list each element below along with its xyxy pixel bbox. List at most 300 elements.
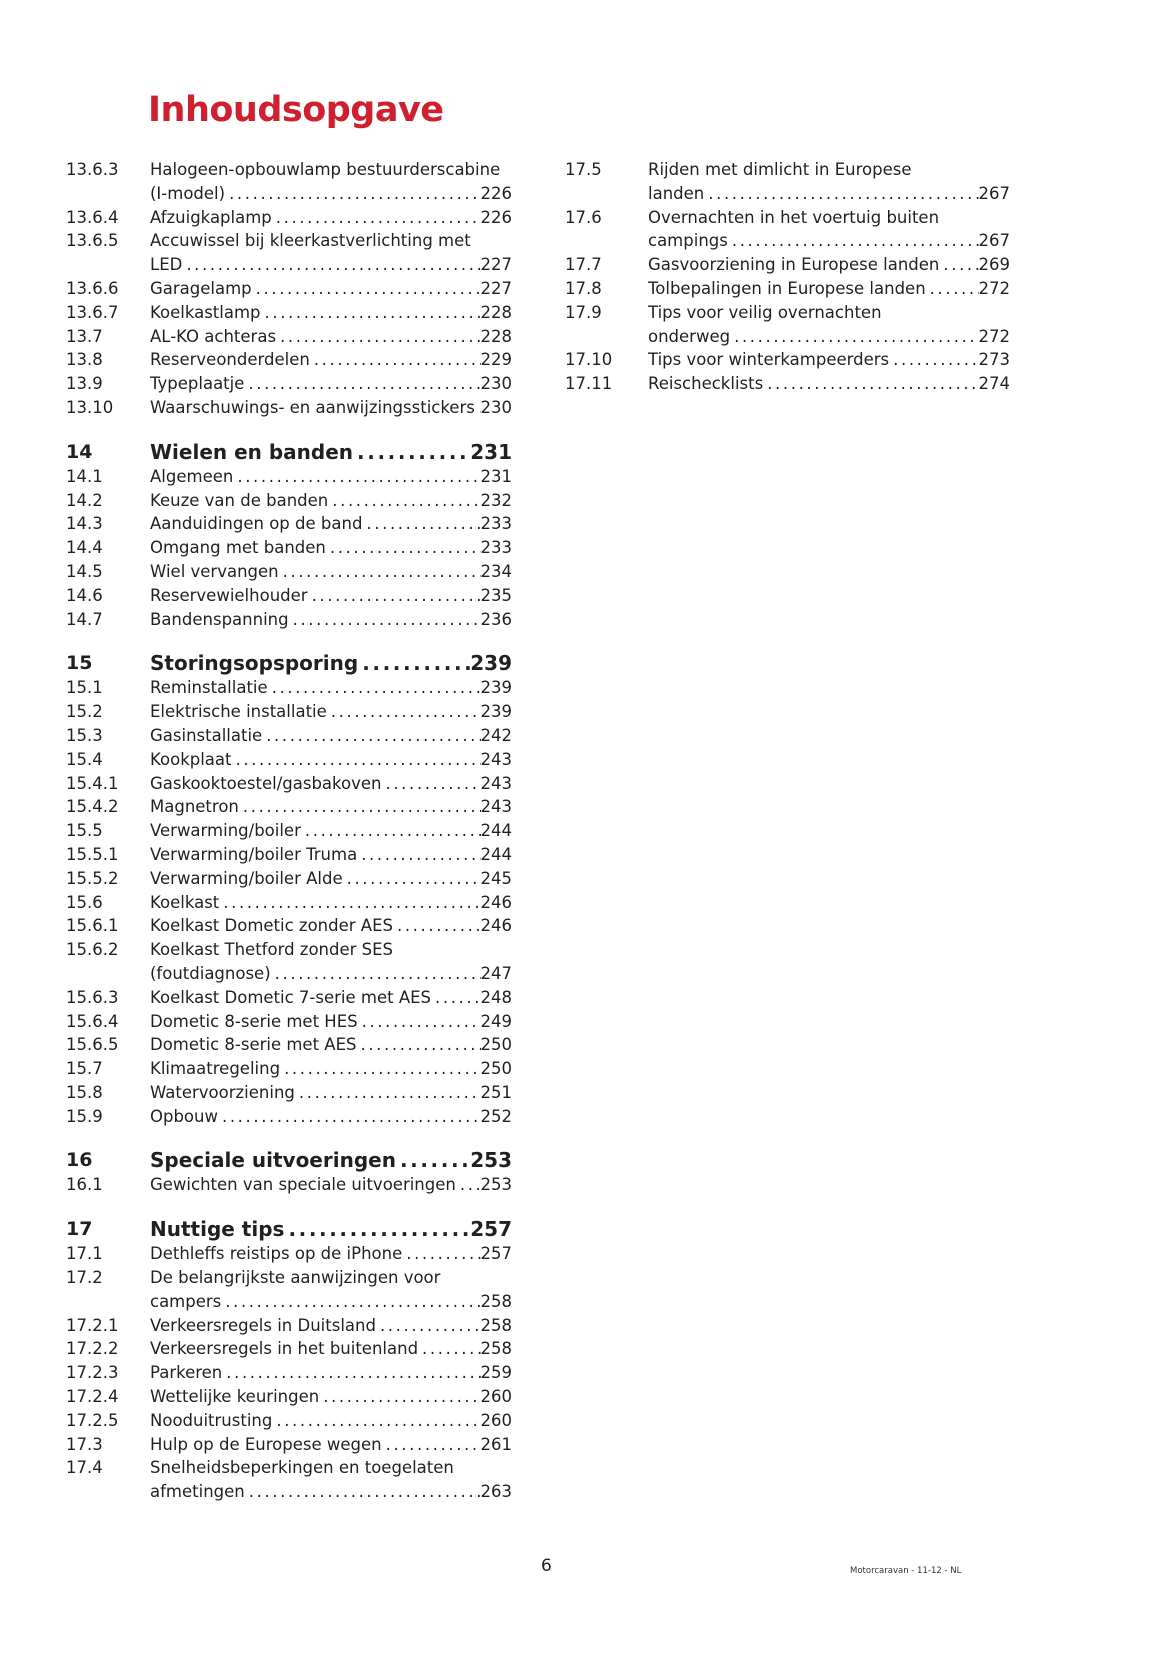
- toc-entry-page: 244: [480, 821, 512, 841]
- dot-leader: [319, 1385, 480, 1409]
- toc-entry[interactable]: [66, 1010, 512, 1034]
- toc-entry[interactable]: [66, 608, 512, 632]
- toc-entry-number: 15.6: [66, 892, 103, 912]
- toc-entry-page: 249: [480, 1011, 512, 1031]
- toc-entry-number: 15.4.1: [66, 773, 119, 793]
- toc-chapter-heading[interactable]: [66, 1216, 512, 1242]
- toc-entry[interactable]: [66, 512, 512, 536]
- toc-entry[interactable]: [66, 1433, 512, 1457]
- toc-entry-number: 15.9: [66, 1106, 103, 1126]
- dot-leader: [219, 891, 480, 915]
- toc-entry[interactable]: [66, 1057, 512, 1081]
- toc-entry-page: 230: [480, 397, 512, 417]
- toc-entry-number: 14.3: [66, 514, 103, 534]
- toc-entry-title: LED: [150, 255, 183, 275]
- dot-leader: [358, 1010, 481, 1034]
- dot-leader: [326, 536, 481, 560]
- toc-entry-title: Magnetron: [150, 797, 239, 817]
- dot-leader: [418, 1337, 480, 1361]
- toc-entry-title: Tips voor winterkampeerders: [648, 350, 890, 370]
- dot-leader: [889, 348, 978, 372]
- toc-entry[interactable]: [66, 1033, 512, 1057]
- toc-entry-page: 235: [480, 585, 512, 605]
- toc-entry-title: (foutdiagnose): [150, 963, 271, 983]
- dot-leader: [252, 277, 481, 301]
- toc-entry-title: Waarschuwings- en aanwijzingsstickers: [150, 397, 475, 417]
- dot-leader: [225, 182, 480, 206]
- toc-entry-title: Koelkastlamp: [150, 302, 261, 322]
- toc-entry-number: 15.2: [66, 702, 103, 722]
- toc-entry-page: 233: [480, 538, 512, 558]
- toc-entry[interactable]: [66, 843, 512, 867]
- toc-entry-page: 226: [480, 183, 512, 203]
- toc-entry-page: 239: [480, 702, 512, 722]
- toc-entry-number: 17.5: [565, 160, 602, 179]
- toc-entry-number: 13.10: [66, 397, 114, 417]
- toc-entry-page: 258: [480, 1291, 512, 1311]
- toc-entry[interactable]: [66, 1361, 512, 1385]
- toc-entry[interactable]: [66, 277, 512, 301]
- toc-entry-title: Wielen en banden: [150, 439, 354, 464]
- toc-entry[interactable]: [565, 348, 1010, 372]
- toc-entry-title: onderweg: [648, 326, 731, 346]
- toc-entry[interactable]: [565, 277, 1010, 301]
- toc-entry-page: 263: [480, 1482, 512, 1502]
- toc-entry-page: 257: [470, 1217, 512, 1242]
- toc-entry[interactable]: [66, 489, 512, 513]
- dot-leader: [244, 372, 480, 396]
- toc-entry[interactable]: [66, 1173, 512, 1197]
- toc-entry-number: 15.6.2: [66, 940, 119, 960]
- dot-leader: [358, 650, 470, 676]
- toc-entry-page: 239: [470, 651, 512, 676]
- toc-entry[interactable]: [66, 206, 512, 230]
- toc-entry[interactable]: [66, 962, 512, 986]
- dot-leader: [284, 1216, 470, 1242]
- dot-leader: [271, 962, 481, 986]
- toc-entry[interactable]: [66, 914, 512, 938]
- toc-entry-title: Koelkast: [150, 892, 220, 912]
- toc-entry-page: 260: [480, 1387, 512, 1407]
- toc-entry-title: Koelkast Dometic 7-serie met AES: [150, 987, 431, 1007]
- toc-column-right: [565, 158, 1010, 396]
- toc-entry-number: 13.6.6: [66, 278, 119, 298]
- dot-leader: [222, 1361, 480, 1385]
- toc-entry-page: 251: [480, 1082, 512, 1102]
- dot-leader: [289, 608, 481, 632]
- toc-entry-title: Tips voor veilig overnachten: [648, 302, 882, 322]
- toc-entry-title: Aanduidingen op de band: [150, 514, 363, 534]
- toc-entry-page: 246: [480, 916, 512, 936]
- toc-entry-page: 243: [480, 773, 512, 793]
- toc-entry-title: Wiel vervangen: [150, 561, 279, 581]
- dot-leader: [308, 584, 481, 608]
- toc-entry-number: 15.5: [66, 821, 103, 841]
- toc-entry-title: Accuwissel bij kleerkastverlichting met: [150, 231, 471, 251]
- toc-entry-title: Klimaatregeling: [150, 1059, 281, 1079]
- toc-entry-page: 257: [480, 1244, 512, 1264]
- toc-entry-title: Watervoorziening: [150, 1082, 295, 1102]
- toc-entry-title: Reischecklists: [648, 374, 764, 394]
- toc-entry-number: 17.4: [66, 1458, 103, 1478]
- toc-entry-number: 15.8: [66, 1082, 103, 1102]
- toc-entry-page: 233: [480, 514, 512, 534]
- dot-leader: [272, 1409, 480, 1433]
- toc-entry-page: 250: [480, 1059, 512, 1079]
- toc-entry-number: 14.4: [66, 538, 103, 558]
- dot-leader: [328, 489, 480, 513]
- toc-entry-page: 258: [480, 1315, 512, 1335]
- toc-entry-page: 228: [480, 302, 512, 322]
- dot-leader: [763, 372, 978, 396]
- toc-entry-title: Rijden met dimlicht in Europese: [648, 160, 912, 179]
- dot-leader: [233, 465, 480, 489]
- toc-entry[interactable]: [66, 1266, 512, 1290]
- toc-entry-number: [66, 962, 150, 986]
- dot-leader: [262, 724, 480, 748]
- toc-entry-number: 13.6.5: [66, 231, 119, 251]
- toc-entry[interactable]: [66, 772, 512, 796]
- toc-entry[interactable]: [66, 348, 512, 372]
- dot-leader: [728, 229, 979, 253]
- toc-entry[interactable]: [66, 1337, 512, 1361]
- dot-leader: [926, 277, 979, 301]
- toc-entry-page: 229: [480, 350, 512, 370]
- toc-entry-title: Nooduitrusting: [150, 1410, 273, 1430]
- toc-entry-title: Hulp op de Europese wegen: [150, 1434, 382, 1454]
- toc-entry-number: 17.7: [565, 255, 602, 275]
- dot-leader: [382, 1433, 481, 1457]
- toc-entry[interactable]: [66, 465, 512, 489]
- toc-entry[interactable]: [565, 372, 1010, 396]
- toc-entry-page: 253: [470, 1148, 512, 1173]
- toc-entry-page: 236: [480, 609, 512, 629]
- toc-entry-number: 15.6.1: [66, 916, 119, 936]
- dot-leader: [279, 560, 481, 584]
- toc-entry-title: Dometic 8-serie met HES: [150, 1011, 358, 1031]
- toc-entry-number: [66, 253, 150, 277]
- toc-entry[interactable]: [66, 891, 512, 915]
- toc-entry-title: Dethleffs reistips op de iPhone: [150, 1244, 403, 1264]
- toc-entry-page: 250: [480, 1035, 512, 1055]
- toc-entry[interactable]: [66, 938, 512, 962]
- toc-entry-number: 17.2.2: [66, 1339, 119, 1359]
- toc-entry[interactable]: [66, 372, 512, 396]
- dot-leader: [456, 1173, 481, 1197]
- dot-leader: [245, 1480, 481, 1504]
- toc-entry-number: 17.11: [565, 374, 613, 394]
- toc-entry-title: Verwarming/boiler Truma: [150, 844, 358, 864]
- toc-entry[interactable]: [66, 819, 512, 843]
- toc-entry[interactable]: [565, 325, 1010, 349]
- toc-entry-number: 14: [66, 440, 93, 463]
- toc-entry-title: Verkeersregels in het buitenland: [150, 1339, 419, 1359]
- toc-entry[interactable]: [565, 301, 1010, 325]
- toc-entry-number: 17.9: [565, 302, 602, 322]
- toc-entry-title: Omgang met banden: [150, 538, 326, 558]
- toc-entry[interactable]: [66, 676, 512, 700]
- toc-entry-number: 15.4.2: [66, 797, 119, 817]
- toc-entry[interactable]: [565, 253, 1010, 277]
- toc-entry-title: Snelheidsbeperkingen en toegelaten: [150, 1458, 454, 1478]
- toc-entry-page: 245: [480, 868, 512, 888]
- toc-entry-page: 242: [480, 725, 512, 745]
- toc-entry-page: 272: [978, 278, 1010, 298]
- toc-entry[interactable]: [66, 1081, 512, 1105]
- toc-chapter-heading[interactable]: [66, 1147, 512, 1173]
- toc-entry-page: 258: [480, 1339, 512, 1359]
- toc-entry-title: landen: [648, 183, 705, 203]
- toc-entry[interactable]: [66, 253, 512, 277]
- toc-entry-title: Nuttige tips: [150, 1217, 285, 1242]
- toc-entry-number: [565, 325, 648, 349]
- dot-leader: [182, 253, 480, 277]
- toc-entry-page: 253: [480, 1175, 512, 1195]
- toc-entry-page: 274: [978, 374, 1010, 394]
- toc-entry-title: afmetingen: [150, 1482, 245, 1502]
- dot-leader: [431, 986, 481, 1010]
- toc-entry[interactable]: [66, 1480, 512, 1504]
- toc-entry-title: Gasvoorziening in Europese landen: [648, 255, 940, 275]
- toc-entry-number: 17.2: [66, 1268, 103, 1288]
- dot-leader: [232, 748, 481, 772]
- dot-leader: [357, 843, 480, 867]
- dot-leader: [327, 700, 481, 724]
- toc-entry-title: Algemeen: [150, 466, 234, 486]
- toc-entry-title: AL-KO achteras: [150, 326, 277, 346]
- toc-entry[interactable]: [66, 1409, 512, 1433]
- dot-leader: [301, 819, 481, 843]
- toc-entry[interactable]: [66, 325, 512, 349]
- dot-leader: [276, 325, 480, 349]
- toc-entry-title: Reserveonderdelen: [150, 350, 310, 370]
- toc-entry-title: Koelkast Thetford zonder SES: [150, 940, 394, 960]
- toc-entry-title: Verkeersregels in Duitsland: [150, 1315, 376, 1335]
- toc-entry-page: 227: [480, 255, 512, 275]
- toc-entry-page: 269: [978, 255, 1010, 275]
- toc-entry[interactable]: [66, 536, 512, 560]
- toc-entry-title: Overnachten in het voertuig buiten: [648, 207, 940, 227]
- dot-leader: [381, 772, 480, 796]
- page-number: 6: [541, 1556, 552, 1576]
- toc-entry-number: [66, 1290, 150, 1314]
- toc-entry-title: Speciale uitvoeringen: [150, 1148, 396, 1173]
- dot-leader: [402, 1242, 480, 1266]
- toc-entry[interactable]: [66, 584, 512, 608]
- toc-entry-number: [66, 182, 150, 206]
- toc-entry-title: campers: [150, 1291, 222, 1311]
- toc-entry-number: 14.6: [66, 585, 103, 605]
- toc-entry-title: campings: [648, 231, 728, 251]
- dot-leader: [362, 512, 480, 536]
- toc-entry-number: 15.7: [66, 1059, 103, 1079]
- toc-entry-number: [66, 1480, 150, 1504]
- dot-leader: [939, 253, 978, 277]
- toc-entry-title: Tolbepalingen in Europese landen: [648, 278, 926, 298]
- dot-leader: [221, 1290, 480, 1314]
- toc-entry-page: 230: [480, 374, 512, 394]
- toc-entry-page: 272: [978, 326, 1010, 346]
- toc-entry[interactable]: [565, 158, 1010, 182]
- dot-leader: [393, 914, 481, 938]
- toc-entry-number: 17.8: [565, 278, 602, 298]
- dot-leader: [310, 348, 481, 372]
- toc-entry-number: 17.2.1: [66, 1315, 119, 1335]
- toc-entry-number: 15.1: [66, 678, 103, 698]
- dot-leader: [343, 867, 481, 891]
- toc-entry-page: 246: [480, 892, 512, 912]
- toc-entry-number: 13.8: [66, 350, 103, 370]
- toc-entry-page: 234: [480, 561, 512, 581]
- toc-entry-page: 243: [480, 797, 512, 817]
- toc-entry-number: 13.9: [66, 374, 103, 394]
- toc-entry-title: Garagelamp: [150, 278, 252, 298]
- toc-entry-title: Verwarming/boiler Alde: [150, 868, 343, 888]
- toc-entry-number: 14.2: [66, 490, 103, 510]
- toc-entry-page: 243: [480, 749, 512, 769]
- toc-entry-title: Koelkast Dometic zonder AES: [150, 916, 393, 936]
- toc-entry-number: 15.6.3: [66, 987, 119, 1007]
- toc-entry-title: Afzuigkaplamp: [150, 207, 272, 227]
- toc-entry-title: Verwarming/boiler: [150, 821, 301, 841]
- toc-entry-number: 17.2.5: [66, 1410, 119, 1430]
- toc-entry-number: 14.1: [66, 466, 103, 486]
- toc-entry[interactable]: [66, 1242, 512, 1266]
- dot-leader: [239, 795, 481, 819]
- toc-entry-number: 14.7: [66, 609, 103, 629]
- dot-leader: [730, 325, 978, 349]
- toc-entry-number: 15.4: [66, 749, 103, 769]
- toc-entry-title: Parkeren: [150, 1363, 223, 1383]
- dot-leader: [261, 301, 481, 325]
- toc-entry[interactable]: [66, 1456, 512, 1480]
- toc-entry[interactable]: [66, 229, 512, 253]
- toc-entry-number: 16: [66, 1149, 93, 1172]
- toc-entry[interactable]: [565, 206, 1010, 230]
- toc-entry-page: 267: [978, 231, 1010, 251]
- toc-entry-page: 248: [480, 987, 512, 1007]
- toc-entry-page: 267: [978, 183, 1010, 203]
- toc-entry[interactable]: [66, 158, 512, 182]
- toc-entry-title: Storingsopsporing: [150, 651, 359, 676]
- toc-entry-page: 231: [470, 439, 512, 464]
- page-title: Inhoudsopgave: [148, 90, 444, 130]
- toc-entry-title: Halogeen-opbouwlamp bestuurderscabine: [150, 160, 501, 179]
- toc-entry-number: 14.5: [66, 561, 103, 581]
- toc-entry[interactable]: [66, 986, 512, 1010]
- toc-column-left: [66, 158, 512, 1504]
- toc-chapter-heading[interactable]: [66, 439, 512, 465]
- toc-entry[interactable]: [66, 748, 512, 772]
- toc-chapter-heading[interactable]: [66, 650, 512, 676]
- toc-entry-number: 15: [66, 652, 93, 675]
- toc-entry-title: Opbouw: [150, 1106, 218, 1126]
- toc-entry-number: 15.3: [66, 725, 103, 745]
- toc-entry-page: 232: [480, 490, 512, 510]
- dot-leader: [353, 439, 470, 465]
- toc-entry-title: Reminstallatie: [150, 678, 268, 698]
- toc-entry[interactable]: [66, 867, 512, 891]
- toc-entry-number: 17.10: [565, 350, 613, 370]
- toc-entry[interactable]: [66, 1385, 512, 1409]
- dot-leader: [376, 1314, 481, 1338]
- toc-entry-number: 17.1: [66, 1244, 103, 1264]
- dot-leader: [268, 676, 481, 700]
- toc-entry-title: Dometic 8-serie met AES: [150, 1035, 357, 1055]
- toc-entry-number: 13.7: [66, 326, 103, 346]
- toc-entry-number: 17.2.4: [66, 1387, 119, 1407]
- toc-entry-page: 244: [480, 844, 512, 864]
- toc-entry-title: Elektrische installatie: [150, 702, 327, 722]
- footer-text: Motorcaravan - 11-12 - NL: [850, 1566, 962, 1576]
- toc-entry-title: Gaskooktoestel/gasbakoven: [150, 773, 382, 793]
- toc-entry-page: 227: [480, 278, 512, 298]
- toc-entry[interactable]: [66, 1314, 512, 1338]
- toc-entry-page: 260: [480, 1410, 512, 1430]
- toc-entry-number: 17.6: [565, 207, 602, 227]
- toc-entry-number: 17: [66, 1218, 93, 1241]
- toc-entry-title: Kookplaat: [150, 749, 232, 769]
- toc-entry-page: 226: [480, 207, 512, 227]
- toc-entry[interactable]: [565, 182, 1010, 206]
- toc-entry[interactable]: [66, 560, 512, 584]
- toc-entry-number: [565, 182, 648, 206]
- toc-entry-title: Keuze van de banden: [150, 490, 329, 510]
- toc-entry-title: Reservewielhouder: [150, 585, 308, 605]
- toc-entry-page: 259: [480, 1363, 512, 1383]
- toc-entry[interactable]: [66, 1105, 512, 1129]
- toc-entry-title: Gasinstallatie: [150, 725, 263, 745]
- toc-entry[interactable]: [66, 396, 512, 420]
- dot-leader: [272, 206, 481, 230]
- toc-entry-page: 231: [480, 466, 512, 486]
- toc-entry-number: 17.3: [66, 1434, 103, 1454]
- toc-entry[interactable]: [565, 229, 1010, 253]
- dot-leader: [356, 1033, 480, 1057]
- toc-entry-number: 15.5.2: [66, 868, 119, 888]
- toc-entry-title: Bandenspanning: [150, 609, 289, 629]
- toc-entry[interactable]: [66, 301, 512, 325]
- toc-entry-title: Wettelijke keuringen: [150, 1387, 320, 1407]
- toc-entry-number: 15.6.5: [66, 1035, 119, 1055]
- toc-entry-number: [565, 229, 648, 253]
- toc-entry-number: 15.5.1: [66, 844, 119, 864]
- toc-entry-page: 252: [480, 1106, 512, 1126]
- toc-entry-title: De belangrijkste aanwijzingen voor: [150, 1268, 441, 1288]
- toc-entry[interactable]: [66, 700, 512, 724]
- toc-entry-page: 228: [480, 326, 512, 346]
- toc-entry[interactable]: [66, 182, 512, 206]
- dot-leader: [280, 1057, 480, 1081]
- dot-leader: [704, 182, 978, 206]
- toc-entry-number: 13.6.7: [66, 302, 119, 322]
- toc-entry-page: 239: [480, 678, 512, 698]
- toc-entry-title: (I-model): [150, 183, 226, 203]
- dot-leader: [218, 1105, 481, 1129]
- toc-entry-page: 273: [978, 350, 1010, 370]
- toc-entry-number: 16.1: [66, 1175, 103, 1195]
- toc-entry[interactable]: [66, 1290, 512, 1314]
- toc-entry-number: 15.6.4: [66, 1011, 119, 1031]
- toc-entry-page: 261: [480, 1434, 512, 1454]
- toc-entry-number: 13.6.4: [66, 207, 119, 227]
- toc-entry-page: 247: [480, 963, 512, 983]
- toc-entry-number: 13.6.3: [66, 160, 119, 179]
- dot-leader: [396, 1147, 470, 1173]
- toc-entry[interactable]: [66, 724, 512, 748]
- toc-entry[interactable]: [66, 795, 512, 819]
- toc-entry-title: Typeplaatje: [150, 374, 245, 394]
